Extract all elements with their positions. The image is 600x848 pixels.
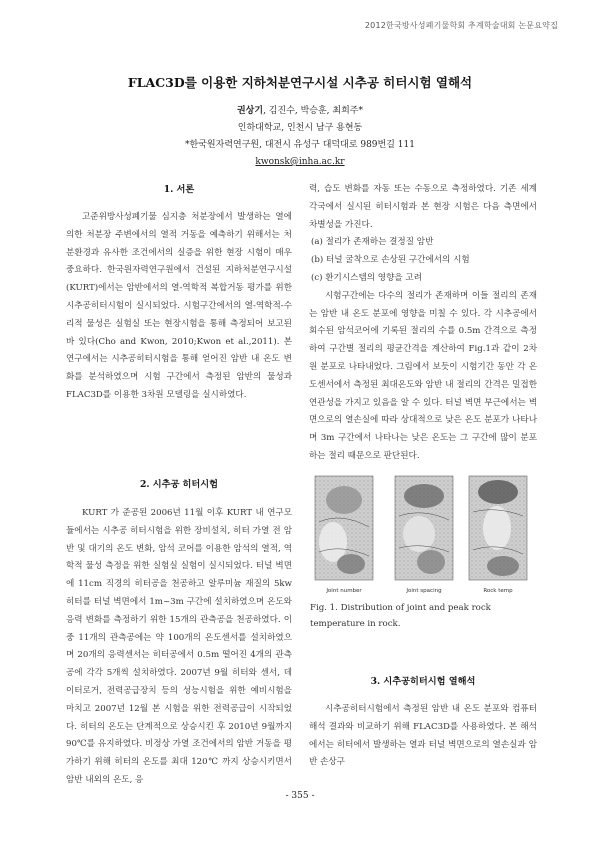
figure-1-contour-maps (311, 472, 537, 598)
right-column-top (309, 181, 537, 466)
section-title-heater-test: 2. 시추공 히터시험 (139, 479, 219, 490)
figure-label-joint-number: Joint number (326, 588, 362, 594)
analysis-paragraph (309, 701, 537, 772)
page-number: - 355 - (285, 791, 315, 801)
right-continuation-text: 력, 습도 변화를 자동 또는 수동으로 측정하였다. 기존 세계 각국에서 실시된 히터시험과 본 현장 시험은 다음 측면에서 차별성을 가진다. (309, 184, 537, 230)
figure-caption: Fig. 1. Distribution of joint and peak rock temperature in rock. (310, 603, 491, 629)
heater-paragraph (66, 505, 292, 790)
affiliation-1: 인하대학교, 인천시 남구 용현동 (237, 123, 363, 133)
page-header (0, 0, 600, 44)
author-line (0, 103, 600, 120)
joint-number-panel (315, 476, 373, 580)
section-title-analysis: 3. 시추공히터시험 열해석 (370, 676, 476, 687)
list-item: (a) 절리가 존재하는 결정질 암반 (311, 237, 434, 248)
lead-author: 권상기 (236, 106, 264, 116)
conference-header: 2012한국방사성폐기물학회 추계학술대회 논문요약집 (364, 21, 558, 30)
rock-temperature-panel (469, 476, 527, 580)
joint-spacing-panel (395, 476, 453, 580)
intro-text: 고준위방사성폐기물 심지층 처분장에서 발생하는 열에 의한 처분장 주변에서의 열적 거동을 예측하기 위해서는 처분환경과 유사한 조건에서의 실증을 위한 현장 시험이 매우 중요하다. 한국원자력연구원에서 건설된 지하처분연구시설(KURT)에서는 암반에서의 열-역학적 복합거동 평가를 위한 시추공히터시험이 실시되었다. 시험구간에서의 열-역학적-수리적 물성은 실험실 또는 현장시험을 통해 측정되어 보고된 바 있다(Cho and Kwon, 2010;Kwon et al.,2011). 본 연구에서는 시추공히터시험을 통해 얻어진 암반 내 온도 변화를 분석하였으며 시험 구간에서 측정된 암반의 물성과 FLAC3D를 이용한 3차원 모델링을 실시하였다. (66, 212, 292, 400)
list-item: (b) 터널 굴착으로 손상된 구간에서의 시험 (311, 255, 470, 266)
affiliation-2: *한국원자력연구원, 대전시 유성구 대덕대로 989번길 111 (185, 140, 415, 150)
co-authors: , 김진수, 박승훈, 최희주* (263, 106, 363, 116)
paper-title: FLAC3D를 이용한 지하처분연구시설 시추공 히터시험 열해석 (127, 75, 473, 90)
list-item: (c) 환기시스템의 영향을 고려 (311, 272, 423, 283)
joint-analysis-text: 시험구간에는 다수의 절리가 존재하며 이들 절리의 존재는 암반 내 온도 분포에 영향을 미칠 수 있다. 각 시추공에서 회수된 암석코어에 기록된 절리의 수를 0.5m 간격으로 측정하여 구간별 절리의 평균간격을 계산하여 Fig.1과 같이 2차원 분포로 나타내었다. 그림에서 보듯이 시험기간 동안 각 온도센서에서 측정된 최대온도와 암반 내 절리의 간격은 밀접한 연관성을 가지고 있음을 알 수 있다. 터널 벽면 부근에서는 벽면으로의 열손실에 따라 상대적으로 낮은 온도 분포가 나타나며 3m 구간에서 나타나는 낮은 온도는 그 구간에 많이 분포하는 절리 때문으로 판단된다. (309, 290, 537, 461)
intro-paragraph (66, 209, 292, 405)
analysis-text: 시추공히터시험에서 측정된 암반 내 온도 분포와 컴퓨터 해석 결과와 비교하기 위해 FLAC3D를 사용하였다. 본 해석에서는 히터에서 발생하는 열과 터널 벽면으로의 열손실과 암반 손상구 (309, 704, 537, 768)
author-block (0, 103, 600, 171)
author-email[interactable]: kwonsk@inha.ac.kr (255, 157, 345, 167)
heater-text: KURT 가 준공된 2006년 11월 이후 KURT 내 연구모듈에서는 시추공 히터시험을 위한 장비설치, 히터 가열 전 암반 및 대기의 온도 변화, 암석 코어를 이용한 암석의 열적, 역학적 물성 측정을 위한 실험실 실험이 실시되었다. 터널 벽면에 11cm 직경의 히터공을 천공하고 알루미늄 재질의 5kw 히터를 터널 벽면에서 1m~3m 구간에 설치하였으며 온도와 응력 변화를 측정하기 위한 15개의 관측공을 천공하였다. 이중 11개의 관측공에는 약 100개의 온도센서를 설치하였으며 20개의 응력센서는 히터공에서 0.5m 떨어진 4개의 관측공에 각각 5개씩 설치하였다. 2007년 9월 히터와 센서, 데이터로거, 전력공급장치 등의 성능시험을 위한 예비시험을 마치고 2007년 12월 본 시험을 위한 전력공급이 시작되었다. 히터의 온도는 단계적으로 상승시킨 후 2010년 9월까지 90℃를 유지하였다. 비정상 가열 조건에서의 암반 거동을 평가하기 위해 히터의 온도를 최대 120℃ 까지 상승시키면서 암반 내외의 온도, 응 (66, 508, 292, 785)
figure-label-joint-spacing: Joint spacing (406, 588, 442, 594)
figure-label-rock-temp: Rock temp (483, 588, 513, 594)
section-title-intro: 1. 서론 (163, 184, 195, 195)
contour-figure-svg (311, 472, 537, 598)
